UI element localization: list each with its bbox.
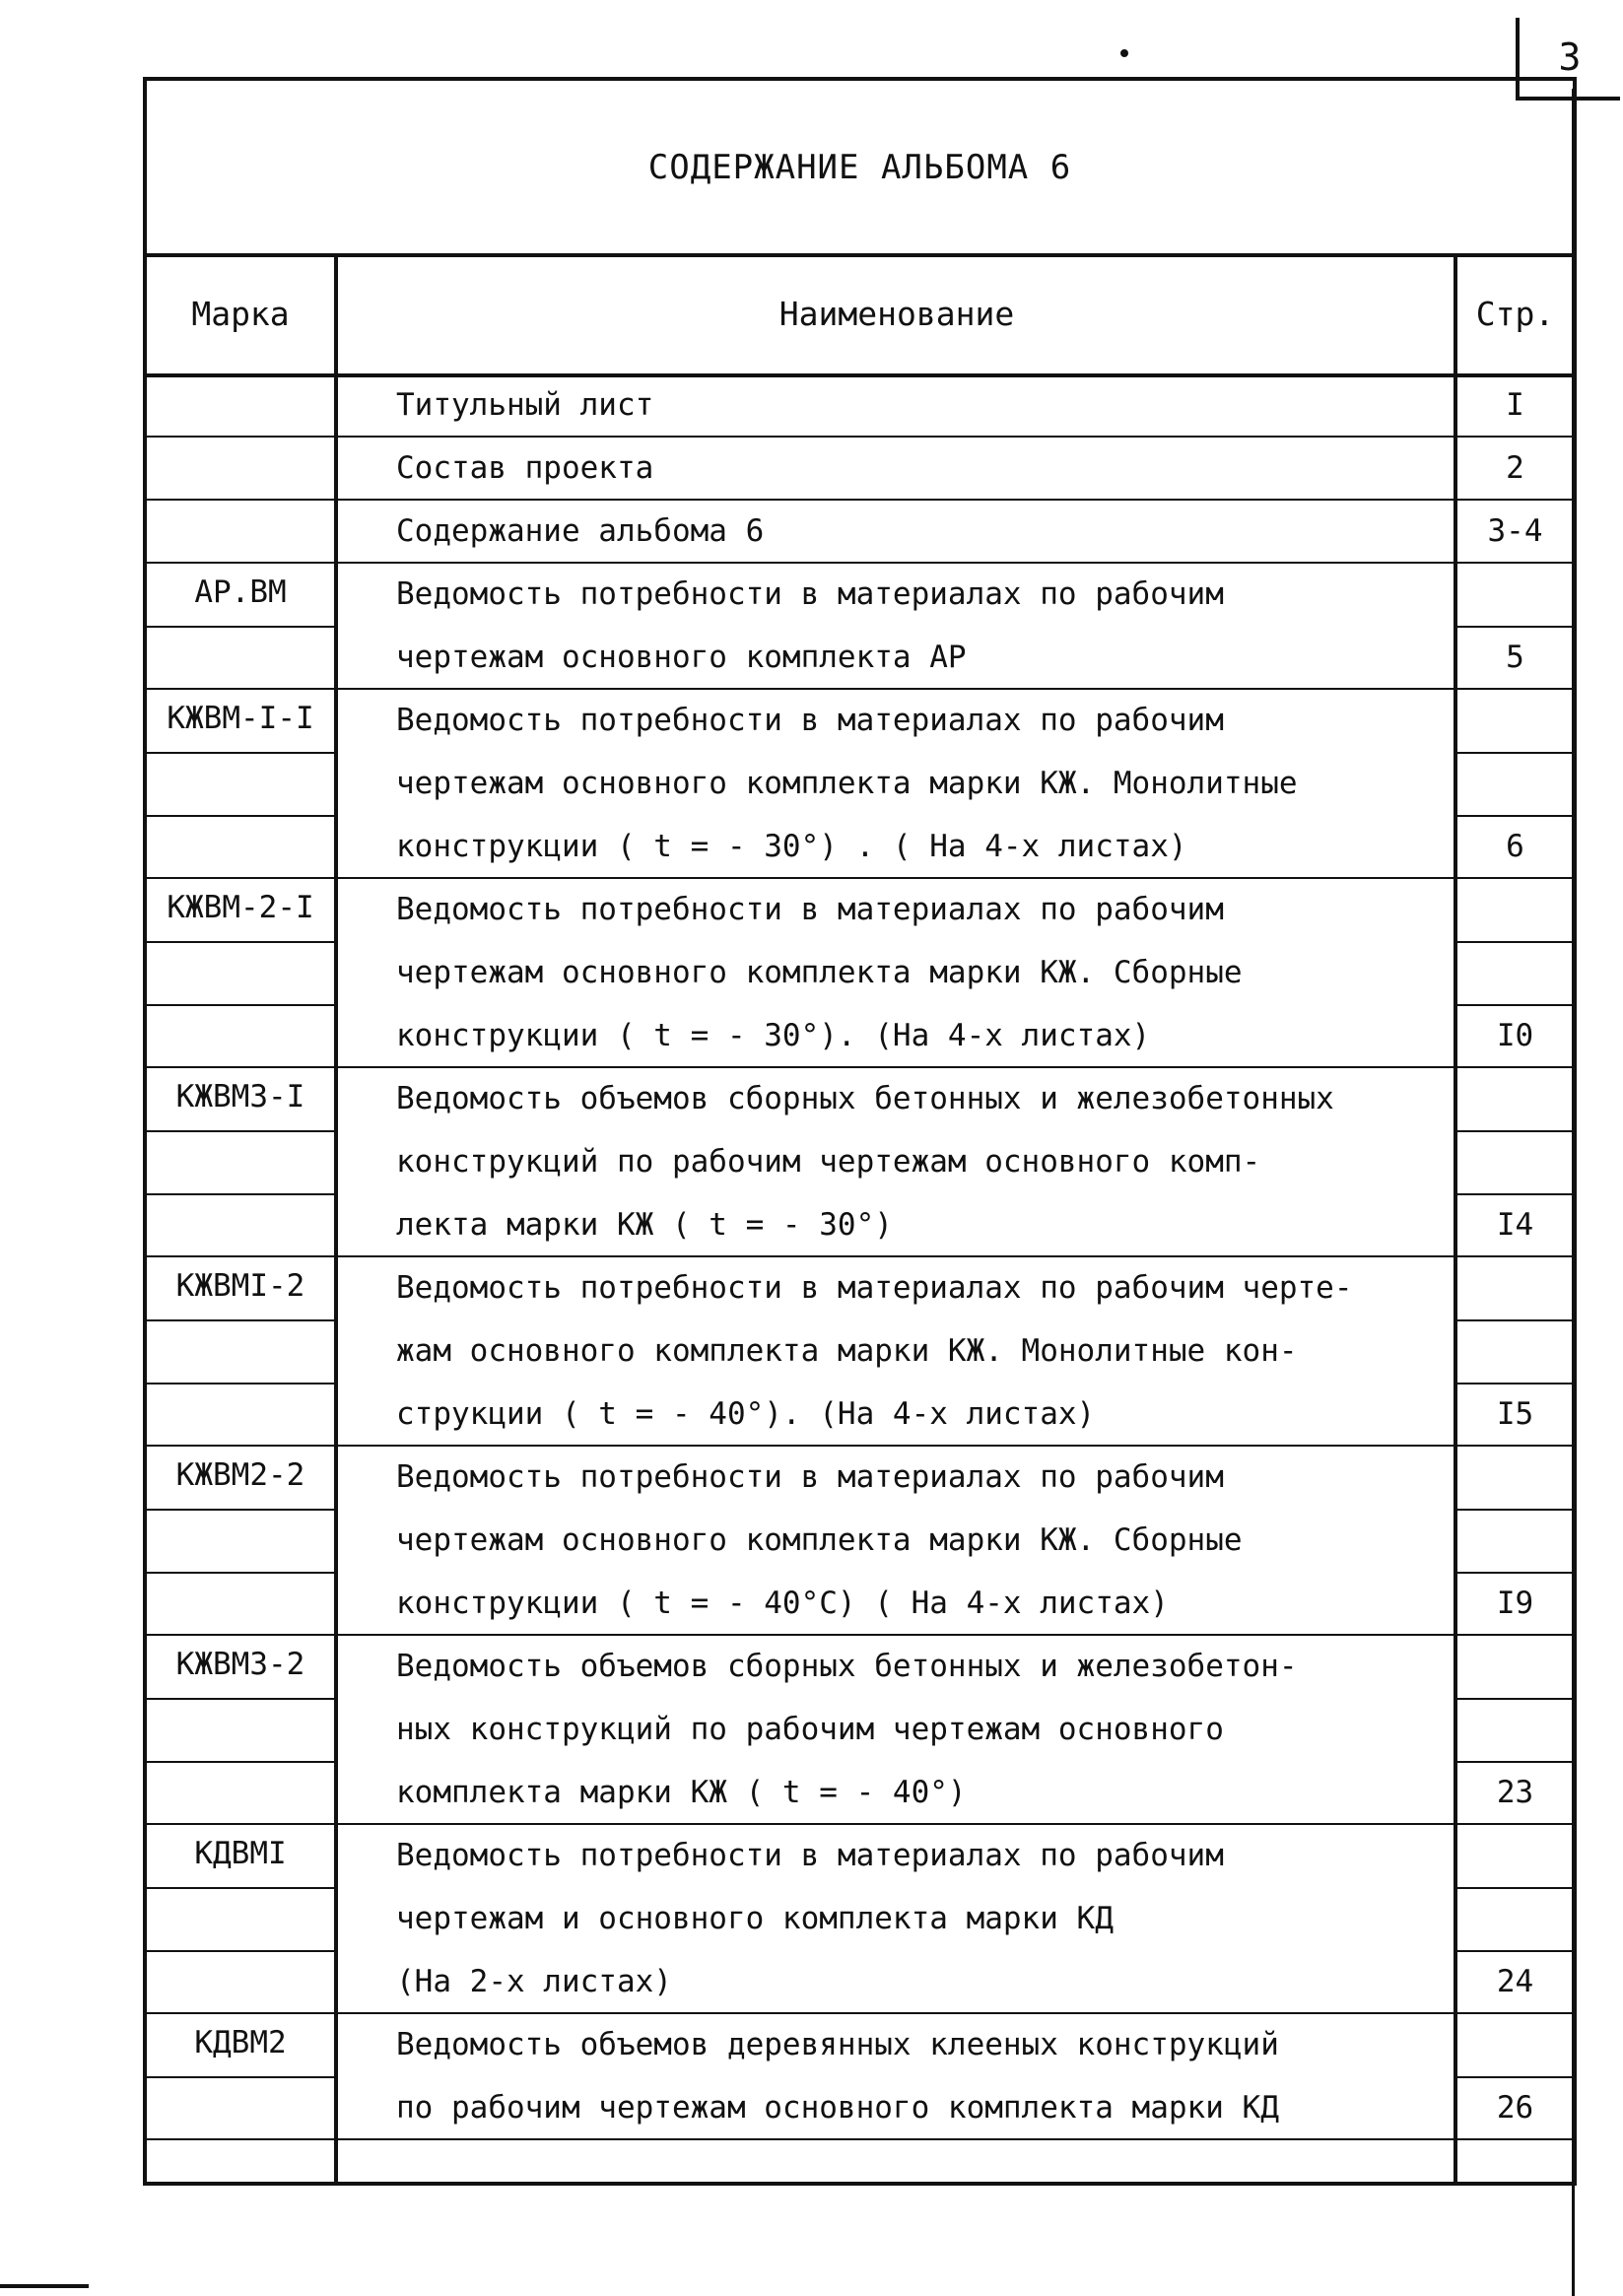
row-mark: КДВМ2 bbox=[194, 2025, 287, 2060]
row-page: I0 bbox=[1496, 1018, 1534, 1053]
table-row bbox=[147, 689, 1573, 878]
sub-row-rule bbox=[147, 815, 334, 817]
sub-row-rule bbox=[1457, 815, 1573, 817]
sub-row-rule bbox=[147, 941, 334, 943]
column-header-page: Стр. bbox=[1475, 294, 1555, 333]
row-mark: КДВМI bbox=[194, 1836, 287, 1871]
row-name-line: Ведомость объемов деревянных клееных конструкций bbox=[396, 2027, 1279, 2062]
row-name-line: лекта марки КЖ ( t = - 30°) bbox=[396, 1207, 893, 1243]
sub-row-rule bbox=[1457, 1761, 1573, 1763]
row-mark: КЖВМ-I-I bbox=[167, 701, 314, 736]
table-row bbox=[147, 563, 1573, 689]
sub-row-rule bbox=[1457, 626, 1573, 628]
sub-row-rule bbox=[147, 1319, 334, 1321]
sub-row-rule bbox=[147, 752, 334, 754]
row-rule bbox=[147, 2138, 1573, 2140]
sub-row-rule bbox=[147, 626, 334, 628]
sub-row-rule bbox=[1457, 1887, 1573, 1889]
row-name-line: комплекта марки КЖ ( t = - 40°) bbox=[396, 1775, 967, 1810]
sub-row-rule bbox=[1457, 1130, 1573, 1132]
sub-row-rule bbox=[1457, 941, 1573, 943]
row-name-line: чертежам основного комплекта марки КЖ. Сборные bbox=[396, 955, 1243, 990]
row-name-line: конструкции ( t = - 30°). (На 4-х листах) bbox=[396, 1018, 1151, 1053]
table-row bbox=[147, 1446, 1573, 1635]
sub-row-rule bbox=[1457, 1193, 1573, 1195]
table-row bbox=[147, 1067, 1573, 1256]
sub-row-rule bbox=[147, 1509, 334, 1511]
row-page: 5 bbox=[1506, 640, 1524, 675]
row-name-line: жам основного комплекта марки КЖ. Монолитные кон- bbox=[396, 1333, 1298, 1369]
sub-row-rule bbox=[147, 1130, 334, 1132]
row-page: 3-4 bbox=[1487, 513, 1543, 549]
row-name-line: ных конструкций по рабочим чертежам основного bbox=[396, 1712, 1224, 1747]
sub-row-rule bbox=[1457, 2076, 1573, 2078]
row-mark: КЖВМЗ-I bbox=[175, 1079, 305, 1114]
column-header-mark: Марка bbox=[191, 294, 290, 333]
row-page: I9 bbox=[1496, 1586, 1534, 1621]
row-page: I bbox=[1506, 387, 1524, 423]
row-name-line: чертежам основного комплекта марки КЖ. Монолитные bbox=[396, 766, 1298, 801]
row-name-line: чертежам и основного комплекта марки КД bbox=[396, 1901, 1114, 1936]
row-page: 24 bbox=[1496, 1964, 1534, 1999]
row-name-line: Ведомость потребности в материалах по рабочим черте- bbox=[396, 1270, 1353, 1306]
row-name-line: по рабочим чертежам основного комплекта марки КД bbox=[396, 2090, 1279, 2126]
row-page: I5 bbox=[1496, 1396, 1534, 1432]
table-row bbox=[147, 437, 1573, 500]
sub-row-rule bbox=[1457, 1698, 1573, 1700]
sub-row-rule bbox=[147, 1887, 334, 1889]
row-name-line: Содержание альбома 6 bbox=[396, 513, 765, 549]
table-row bbox=[147, 1635, 1573, 1824]
row-name-line: Ведомость потребности в материалах по рабочим bbox=[396, 576, 1224, 612]
sub-row-rule bbox=[147, 1193, 334, 1195]
row-name-line: Ведомость объемов сборных бетонных и железобетон- bbox=[396, 1649, 1298, 1684]
table-row bbox=[147, 878, 1573, 1067]
table-row bbox=[147, 2013, 1573, 2139]
row-name-line: конструкций по рабочим чертежам основного комп- bbox=[396, 1144, 1261, 1180]
row-page: 2 bbox=[1506, 450, 1524, 486]
row-mark: КЖВМ2-2 bbox=[175, 1457, 305, 1493]
table-row bbox=[147, 1824, 1573, 2013]
sub-row-rule bbox=[1457, 1509, 1573, 1511]
table-header bbox=[147, 253, 1573, 377]
sub-row-rule bbox=[1457, 1383, 1573, 1384]
page-title: СОДЕРЖАНИЕ АЛЬБОМА 6 bbox=[147, 81, 1573, 257]
column-header-name: Наименование bbox=[778, 294, 1015, 333]
row-mark: АР.ВМ bbox=[194, 574, 287, 610]
row-name-line: Ведомость потребности в материалах по рабочим bbox=[396, 1459, 1224, 1495]
row-mark: КЖВМ-2-I bbox=[167, 890, 314, 925]
sub-row-rule bbox=[1457, 752, 1573, 754]
sub-row-rule bbox=[147, 1383, 334, 1384]
sub-row-rule bbox=[147, 2076, 334, 2078]
document-frame bbox=[143, 77, 1577, 2186]
row-page: I4 bbox=[1496, 1207, 1534, 1243]
sub-row-rule bbox=[147, 1004, 334, 1006]
row-name-line: Ведомость потребности в материалах по рабочим bbox=[396, 1838, 1224, 1873]
row-page: 26 bbox=[1496, 2090, 1534, 2126]
sub-row-rule bbox=[1457, 1319, 1573, 1321]
table-row bbox=[147, 500, 1573, 563]
sub-row-rule bbox=[147, 1761, 334, 1763]
row-mark: КЖВМI-2 bbox=[175, 1268, 305, 1304]
sub-row-rule bbox=[147, 1572, 334, 1574]
row-name-line: конструкции ( t = - 30°) . ( На 4-х листах) bbox=[396, 829, 1187, 864]
row-name-line: струкции ( t = - 40°). (На 4-х листах) bbox=[396, 1396, 1096, 1432]
row-name-line: Титульный лист bbox=[396, 387, 654, 423]
table-row bbox=[147, 373, 1573, 437]
row-name-line: Ведомость потребности в материалах по рабочим bbox=[396, 703, 1224, 738]
row-name-line: чертежам основного комплекта марки КЖ. Сборные bbox=[396, 1522, 1243, 1558]
sub-row-rule bbox=[1457, 1950, 1573, 1952]
sub-row-rule bbox=[1457, 1572, 1573, 1574]
row-name-line: (На 2-х листах) bbox=[396, 1964, 672, 1999]
stray-dot bbox=[1120, 49, 1128, 57]
row-page: 23 bbox=[1496, 1775, 1534, 1810]
table-row bbox=[147, 1256, 1573, 1446]
row-name-line: Ведомость потребности в материалах по рабочим bbox=[396, 892, 1224, 927]
page-number: 3 bbox=[1516, 18, 1620, 101]
row-page: 6 bbox=[1506, 829, 1524, 864]
sub-row-rule bbox=[147, 1698, 334, 1700]
row-name-line: Ведомость объемов сборных бетонных и железобетонных bbox=[396, 1081, 1334, 1116]
row-name-line: Состав проекта bbox=[396, 450, 654, 486]
sub-row-rule bbox=[147, 1950, 334, 1952]
row-name-line: конструкции ( t = - 40°C) ( На 4-х листах) bbox=[396, 1586, 1169, 1621]
row-name-line: чертежам основного комплекта АР bbox=[396, 640, 967, 675]
scan-edge-mark bbox=[0, 2284, 89, 2288]
row-mark: КЖВМЗ-2 bbox=[175, 1647, 305, 1682]
sub-row-rule bbox=[1457, 1004, 1573, 1006]
